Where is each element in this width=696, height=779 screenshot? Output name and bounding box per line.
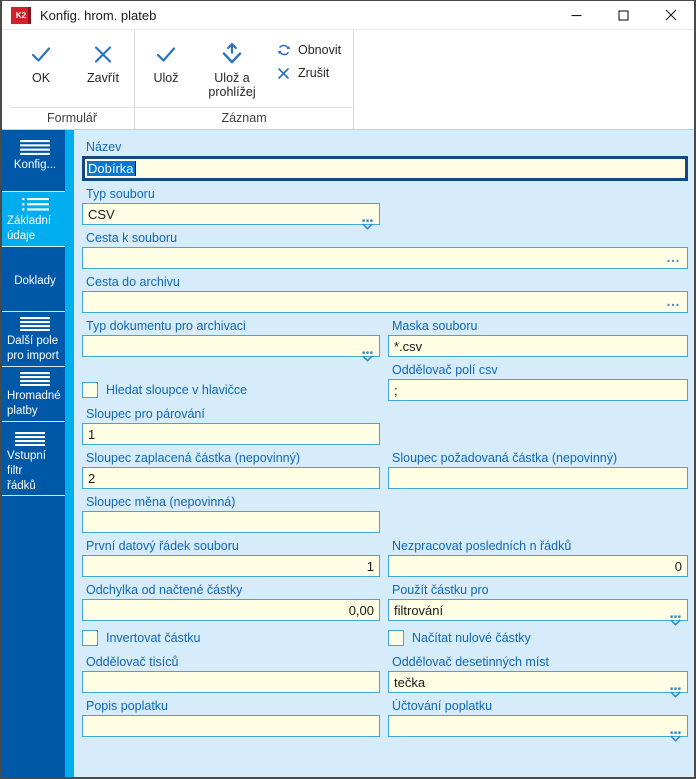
refresh-icon <box>275 42 292 58</box>
oddelovac-tisicu-label: Oddělovač tisíců <box>86 655 179 669</box>
ribbon-group-label-formular: Formulář <box>10 107 134 129</box>
sidebar-tab-konfig[interactable] <box>2 130 65 192</box>
close-icon <box>665 9 677 21</box>
hledat-sloupce-checkbox-row <box>82 379 380 401</box>
sloupec-zaplacena-label: Sloupec zaplacená částka (nepovinný) <box>86 451 301 465</box>
cesta-k-souboru-input[interactable] <box>82 247 688 269</box>
zavrit-button[interactable] <box>72 30 134 85</box>
prvni-radek-label: První datový řádek souboru <box>86 539 239 553</box>
x-icon <box>91 39 115 69</box>
dropdown-arrow-icon[interactable] <box>360 219 375 231</box>
ok-button-label: OK <box>31 71 51 85</box>
invertovat-label: Invertovat částku <box>106 631 201 645</box>
minimize-button[interactable] <box>553 1 600 29</box>
field-oddelovac-poli <box>388 363 688 401</box>
sloupec-mena-input[interactable] <box>82 511 380 533</box>
typ-dokumentu-label: Typ dokumentu pro archivaci <box>86 319 246 333</box>
field-prvni-radek <box>82 539 380 577</box>
popis-poplatku-label: Popis poplatku <box>86 699 169 713</box>
ribbon-group-zaznam <box>135 30 354 129</box>
cesta-k-souboru-label: Cesta k souboru <box>86 231 178 245</box>
invertovat-checkbox-row <box>82 627 380 649</box>
form-grid <box>82 140 688 743</box>
field-hledat-sloupce <box>82 363 380 401</box>
menu-icon <box>7 139 63 158</box>
field-cesta-k-souboru <box>82 231 688 269</box>
sidebar-spacer <box>2 496 65 777</box>
sidebar-tab-label: Konfig... <box>13 159 57 171</box>
nazev-input[interactable] <box>82 156 688 181</box>
typ-dokumentu-select[interactable] <box>82 335 380 357</box>
dropdown-arrow-icon[interactable] <box>668 731 683 743</box>
menu-icon <box>7 371 63 389</box>
maximize-button[interactable] <box>600 1 647 29</box>
sidebar-tab-dalsi-pole[interactable] <box>2 312 65 367</box>
sidebar-tab-label: Základní údaje <box>7 215 52 242</box>
uloz-a-prohlizej-button[interactable] <box>197 30 267 99</box>
nacitat-nulove-checkbox-row <box>388 627 688 649</box>
zavrit-button-label: Zavřít <box>87 71 119 85</box>
sidebar-tab-label: Hromadné platby <box>7 390 61 417</box>
uloz-button[interactable] <box>135 30 197 85</box>
prvni-radek-input[interactable] <box>82 555 380 577</box>
field-uctovani-poplatku <box>388 699 688 737</box>
dropdown-arrow-icon[interactable] <box>668 615 683 627</box>
oddelovac-desetinnych-label: Oddělovač desetinných míst <box>392 655 550 669</box>
ok-button[interactable] <box>10 30 72 85</box>
field-nezpracovat <box>388 539 688 577</box>
sidebar-tab-hromadne-platby[interactable] <box>2 367 65 422</box>
maska-souboru-input[interactable] <box>388 335 688 357</box>
minimize-icon <box>571 10 582 21</box>
hledat-sloupce-label: Hledat sloupce v hlavičce <box>106 383 248 397</box>
field-sloupec-mena <box>82 495 380 533</box>
sidebar-tab-vstupni-filtr[interactable] <box>2 422 65 496</box>
odchylka-label: Odchylka od načtené částky <box>86 583 243 597</box>
popis-poplatku-input[interactable] <box>82 715 380 737</box>
obnovit-button-label: Obnovit <box>298 43 342 57</box>
typ-souboru-label: Typ souboru <box>86 187 155 201</box>
oddelovac-tisicu-input[interactable] <box>82 671 380 693</box>
invertovat-checkbox[interactable] <box>82 630 98 646</box>
empty-cell <box>388 187 688 225</box>
save-and-view-icon <box>219 39 245 69</box>
maska-souboru-label: Maska souboru <box>392 319 478 333</box>
pouzit-castku-select[interactable] <box>388 599 688 621</box>
oddelovac-poli-label: Oddělovač polí csv <box>392 363 498 377</box>
check-icon <box>153 39 179 69</box>
title-bar <box>2 1 694 30</box>
field-sloupec-zaplacena <box>82 451 380 489</box>
ribbon-group-formular <box>10 30 135 129</box>
nezpracovat-label: Nezpracovat posledních n řádků <box>392 539 572 553</box>
field-oddelovac-tisicu <box>82 655 380 693</box>
window-title: Konfig. hrom. plateb <box>40 7 157 23</box>
cesta-do-archivu-input[interactable] <box>82 291 688 313</box>
field-typ-souboru <box>82 187 380 225</box>
cesta-do-archivu-label: Cesta do archivu <box>86 275 180 289</box>
sloupec-zaplacena-input[interactable] <box>82 467 380 489</box>
hledat-sloupce-checkbox[interactable] <box>82 382 98 398</box>
close-button[interactable] <box>647 1 694 29</box>
menu-icon <box>7 431 52 449</box>
field-cesta-do-archivu <box>82 275 688 313</box>
field-invertovat <box>82 627 380 649</box>
x-icon <box>275 67 292 80</box>
zrusit-button[interactable] <box>275 66 341 80</box>
sidebar-tab-doklady[interactable] <box>2 247 65 312</box>
sloupec-mena-label: Sloupec měna (nepovinná) <box>86 495 236 509</box>
sloupec-pozadovana-input[interactable] <box>388 467 688 489</box>
sidebar <box>2 130 65 777</box>
window-body <box>2 130 694 777</box>
empty-cell <box>388 495 688 533</box>
zrusit-button-label: Zrušit <box>298 66 330 80</box>
ribbon-group-label-zaznam: Záznam <box>135 107 353 129</box>
form-panel <box>74 130 694 777</box>
window-controls <box>553 1 694 29</box>
field-popis-poplatku <box>82 699 380 737</box>
sloupec-pozadovana-label: Sloupec požadovaná částka (nepovinný) <box>392 451 618 465</box>
dropdown-arrow-icon[interactable] <box>360 351 375 363</box>
nezpracovat-input[interactable] <box>388 555 688 577</box>
sidebar-tab-label: Další pole pro import <box>7 335 59 362</box>
ribbon-small-buttons <box>267 30 353 80</box>
field-maska-souboru <box>388 319 688 357</box>
field-typ-dokumentu <box>82 319 380 357</box>
field-sloupec-pozadovana <box>388 451 688 489</box>
check-icon <box>28 39 54 69</box>
oddelovac-desetinnych-select[interactable] <box>388 671 688 693</box>
k2-logo-icon: K2 <box>11 7 31 24</box>
uloz-a-prohlizej-button-label: Ulož a prohlížej <box>208 71 256 99</box>
obnovit-button[interactable] <box>275 42 341 58</box>
field-sloupec-parovani <box>82 407 380 445</box>
menu-icon <box>7 316 63 334</box>
typ-souboru-select[interactable] <box>82 203 380 225</box>
empty-cell <box>388 407 688 445</box>
pouzit-castku-label: Použít částku pro <box>392 583 489 597</box>
uctovani-poplatku-label: Účtování poplatku <box>392 699 493 713</box>
sidebar-tab-label: Vstupní filtr řádků <box>7 450 46 492</box>
field-nacitat-nulove <box>388 627 688 649</box>
odchylka-input[interactable] <box>82 599 380 621</box>
field-pouzit-castku <box>388 583 688 621</box>
browse-ellipsis-button[interactable]: … <box>666 249 681 265</box>
ribbon-toolbar <box>2 30 694 130</box>
sidebar-tab-label: Doklady <box>14 274 56 287</box>
sloupec-parovani-label: Sloupec pro párování <box>86 407 205 421</box>
sidebar-tab-zakladni-udaje[interactable] <box>2 192 65 247</box>
dropdown-arrow-icon[interactable] <box>668 687 683 699</box>
field-odchylka <box>82 583 380 621</box>
sloupec-parovani-input[interactable] <box>82 423 380 445</box>
nacitat-nulove-label: Načítat nulové částky <box>412 631 531 645</box>
field-nazev <box>82 140 688 181</box>
active-tab-accent-strip <box>65 130 74 777</box>
nazev-label: Název <box>86 140 122 154</box>
maximize-icon <box>618 10 629 21</box>
oddelovac-poli-input[interactable] <box>388 379 688 401</box>
field-oddelovac-desetinnych <box>388 655 688 693</box>
uctovani-poplatku-select[interactable] <box>388 715 688 737</box>
list-icon <box>7 197 63 214</box>
browse-ellipsis-button[interactable]: … <box>666 293 681 309</box>
nacitat-nulove-checkbox[interactable] <box>388 630 404 646</box>
selected-text: Dobírka <box>88 161 134 176</box>
uloz-button-label: Ulož <box>153 71 179 85</box>
text-caret <box>135 161 136 176</box>
